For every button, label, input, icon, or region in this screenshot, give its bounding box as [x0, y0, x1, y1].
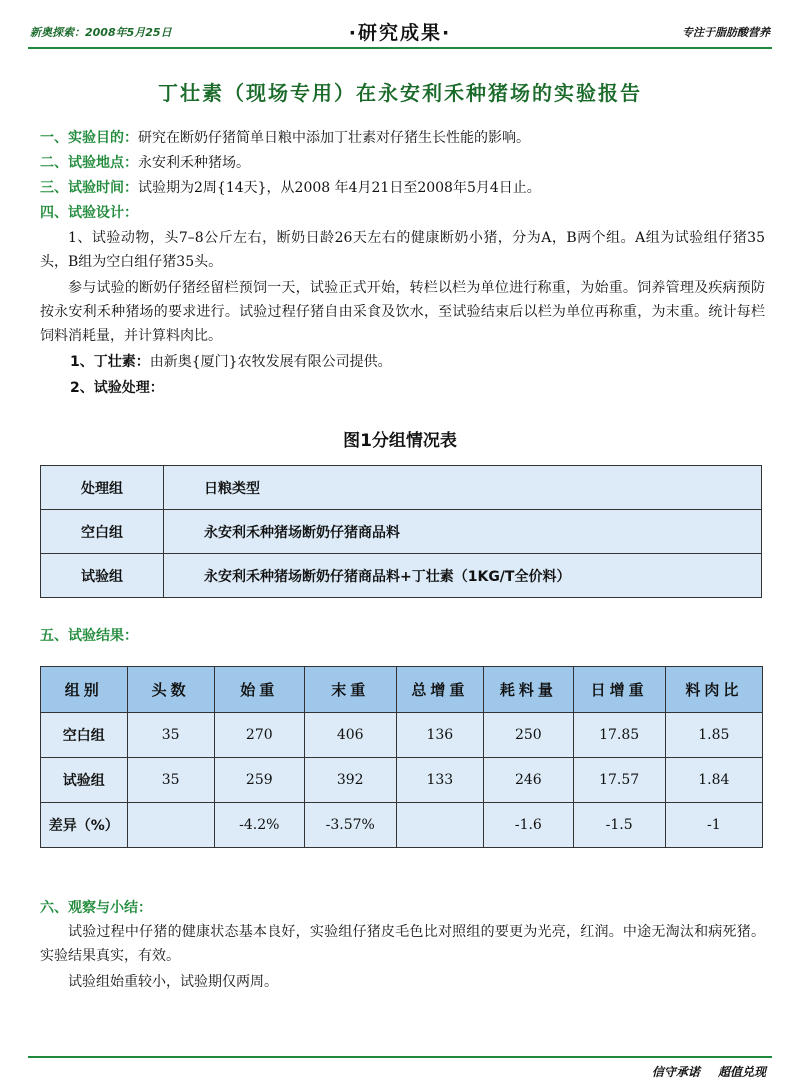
- table-cell: 空白组: [41, 713, 128, 758]
- table-row: [41, 466, 762, 510]
- design-item-1-label: 1、丁壮素：: [70, 354, 150, 370]
- table-cell: 133: [396, 758, 484, 803]
- footer-divider: [28, 1056, 772, 1058]
- section-time-label: 三、试验时间：: [40, 180, 138, 196]
- results-table: [40, 666, 763, 848]
- table-cell: 差异（%）: [41, 803, 128, 848]
- table-cell: 1.84: [665, 758, 762, 803]
- section-purpose: [40, 126, 530, 150]
- table-cell: 392: [304, 758, 396, 803]
- table-cell: 永安利禾种猪场断奶仔猪商品料+丁壮素（1KG/T全价料）: [164, 554, 762, 598]
- table-cell: 17.85: [573, 713, 665, 758]
- table-cell: [396, 803, 484, 848]
- header-section-title: ·研究成果·: [348, 22, 452, 44]
- table-cell: 259: [214, 758, 304, 803]
- section-purpose-label: 一、实验目的：: [40, 130, 138, 146]
- table-cell: -1: [665, 803, 762, 848]
- section-location-label: 二、试验地点：: [40, 155, 138, 171]
- section-observations-label: 六、观察与小结：: [40, 900, 152, 916]
- column-header: 始重: [214, 667, 304, 713]
- observations-paragraph-2: 试验组始重较小，试验期仅两周。: [68, 974, 278, 990]
- design-item-1: [70, 350, 392, 374]
- table-cell: 试验组: [41, 758, 128, 803]
- table-cell: 空白组: [41, 510, 164, 554]
- table-cell: 35: [127, 713, 214, 758]
- table-cell: -1.5: [573, 803, 665, 848]
- design-paragraph-2: 参与试验的断奶仔猪经留栏预饲一天，试验正式开始，转栏以栏为单位进行称重，为始重。饲养管理及疾病预防按永安利禾种猪场的要求进行。试验过程仔猪自由采食及饮水，至试验结束后以栏为单位再称重，为末重。统计每栏饲料消耗量，并计算料肉比。: [40, 280, 765, 344]
- table-cell: -4.2%: [214, 803, 304, 848]
- table-cell: 1.85: [665, 713, 762, 758]
- column-header: 总增重: [396, 667, 484, 713]
- table-cell: -3.57%: [304, 803, 396, 848]
- header-slogan: 专注于脂肪酸营养: [682, 26, 770, 39]
- table-row: [41, 713, 763, 758]
- table-cell: 处理组: [41, 466, 164, 510]
- column-header: 耗料量: [484, 667, 573, 713]
- section-location-text: 永安利禾种猪场。: [138, 155, 250, 171]
- table-cell: 日粮类型: [164, 466, 762, 510]
- design-item-1-text: 由新奥{厦门}农牧发展有限公司提供。: [149, 354, 392, 370]
- design-paragraph-1: 1、试验动物，头7–8公斤左右，断奶日龄26天左右的健康断奶小猪，分为A，B两个组。A组为试验组仔猪35头，B组为空白组仔猪35头。: [40, 230, 765, 270]
- column-header: 料肉比: [665, 667, 762, 713]
- section-design-label: 四、试验设计：: [40, 205, 138, 221]
- header-date: 新奥探索：2008年5月25日: [30, 26, 172, 39]
- section-results: [40, 624, 138, 648]
- table-cell: 试验组: [41, 554, 164, 598]
- header-divider: [28, 47, 772, 49]
- table-cell: 246: [484, 758, 573, 803]
- grouping-table: [40, 465, 762, 598]
- column-header: 头数: [127, 667, 214, 713]
- design-item-2: [70, 376, 164, 400]
- section-location: [40, 151, 250, 175]
- table-cell: 136: [396, 713, 484, 758]
- table-header-row: [41, 667, 763, 713]
- table-cell: 250: [484, 713, 573, 758]
- design-item-2-label: 2、试验处理：: [70, 380, 164, 396]
- table-row: [41, 510, 762, 554]
- table-cell: 永安利禾种猪场断奶仔猪商品料: [164, 510, 762, 554]
- table-cell: 17.57: [573, 758, 665, 803]
- table-cell: [127, 803, 214, 848]
- table-row: [41, 803, 763, 848]
- column-header: 末重: [304, 667, 396, 713]
- column-header: 日增重: [573, 667, 665, 713]
- observations-paragraph-1: 试验过程中仔猪的健康状态基本良好，实验组仔猪皮毛色比对照组的要更为光亮，红润。中途无淘汰和病死猪。实验结果真实，有效。: [40, 924, 765, 964]
- table-cell: 270: [214, 713, 304, 758]
- column-header: 组别: [41, 667, 128, 713]
- section-time-text: 试验期为2周{14天}，从2008 年4月21日至2008年5月4日止。: [138, 180, 541, 196]
- section-observations: [40, 896, 152, 920]
- table-cell: 35: [127, 758, 214, 803]
- table1-caption: 图1分组情况表: [343, 431, 457, 451]
- table-row: [41, 554, 762, 598]
- table-row: [41, 758, 763, 803]
- section-results-label: 五、试验结果：: [40, 628, 138, 644]
- section-time: [40, 176, 541, 200]
- report-title: 丁壮素（现场专用）在永安利禾种猪场的实验报告: [158, 81, 642, 105]
- section-purpose-text: 研究在断奶仔猪简单日粮中添加丁壮素对仔猪生长性能的影响。: [138, 130, 530, 146]
- table-cell: -1.6: [484, 803, 573, 848]
- footer-slogan: 信守承诺 超值兑现: [651, 1065, 766, 1079]
- section-design: [40, 201, 138, 225]
- table-cell: 406: [304, 713, 396, 758]
